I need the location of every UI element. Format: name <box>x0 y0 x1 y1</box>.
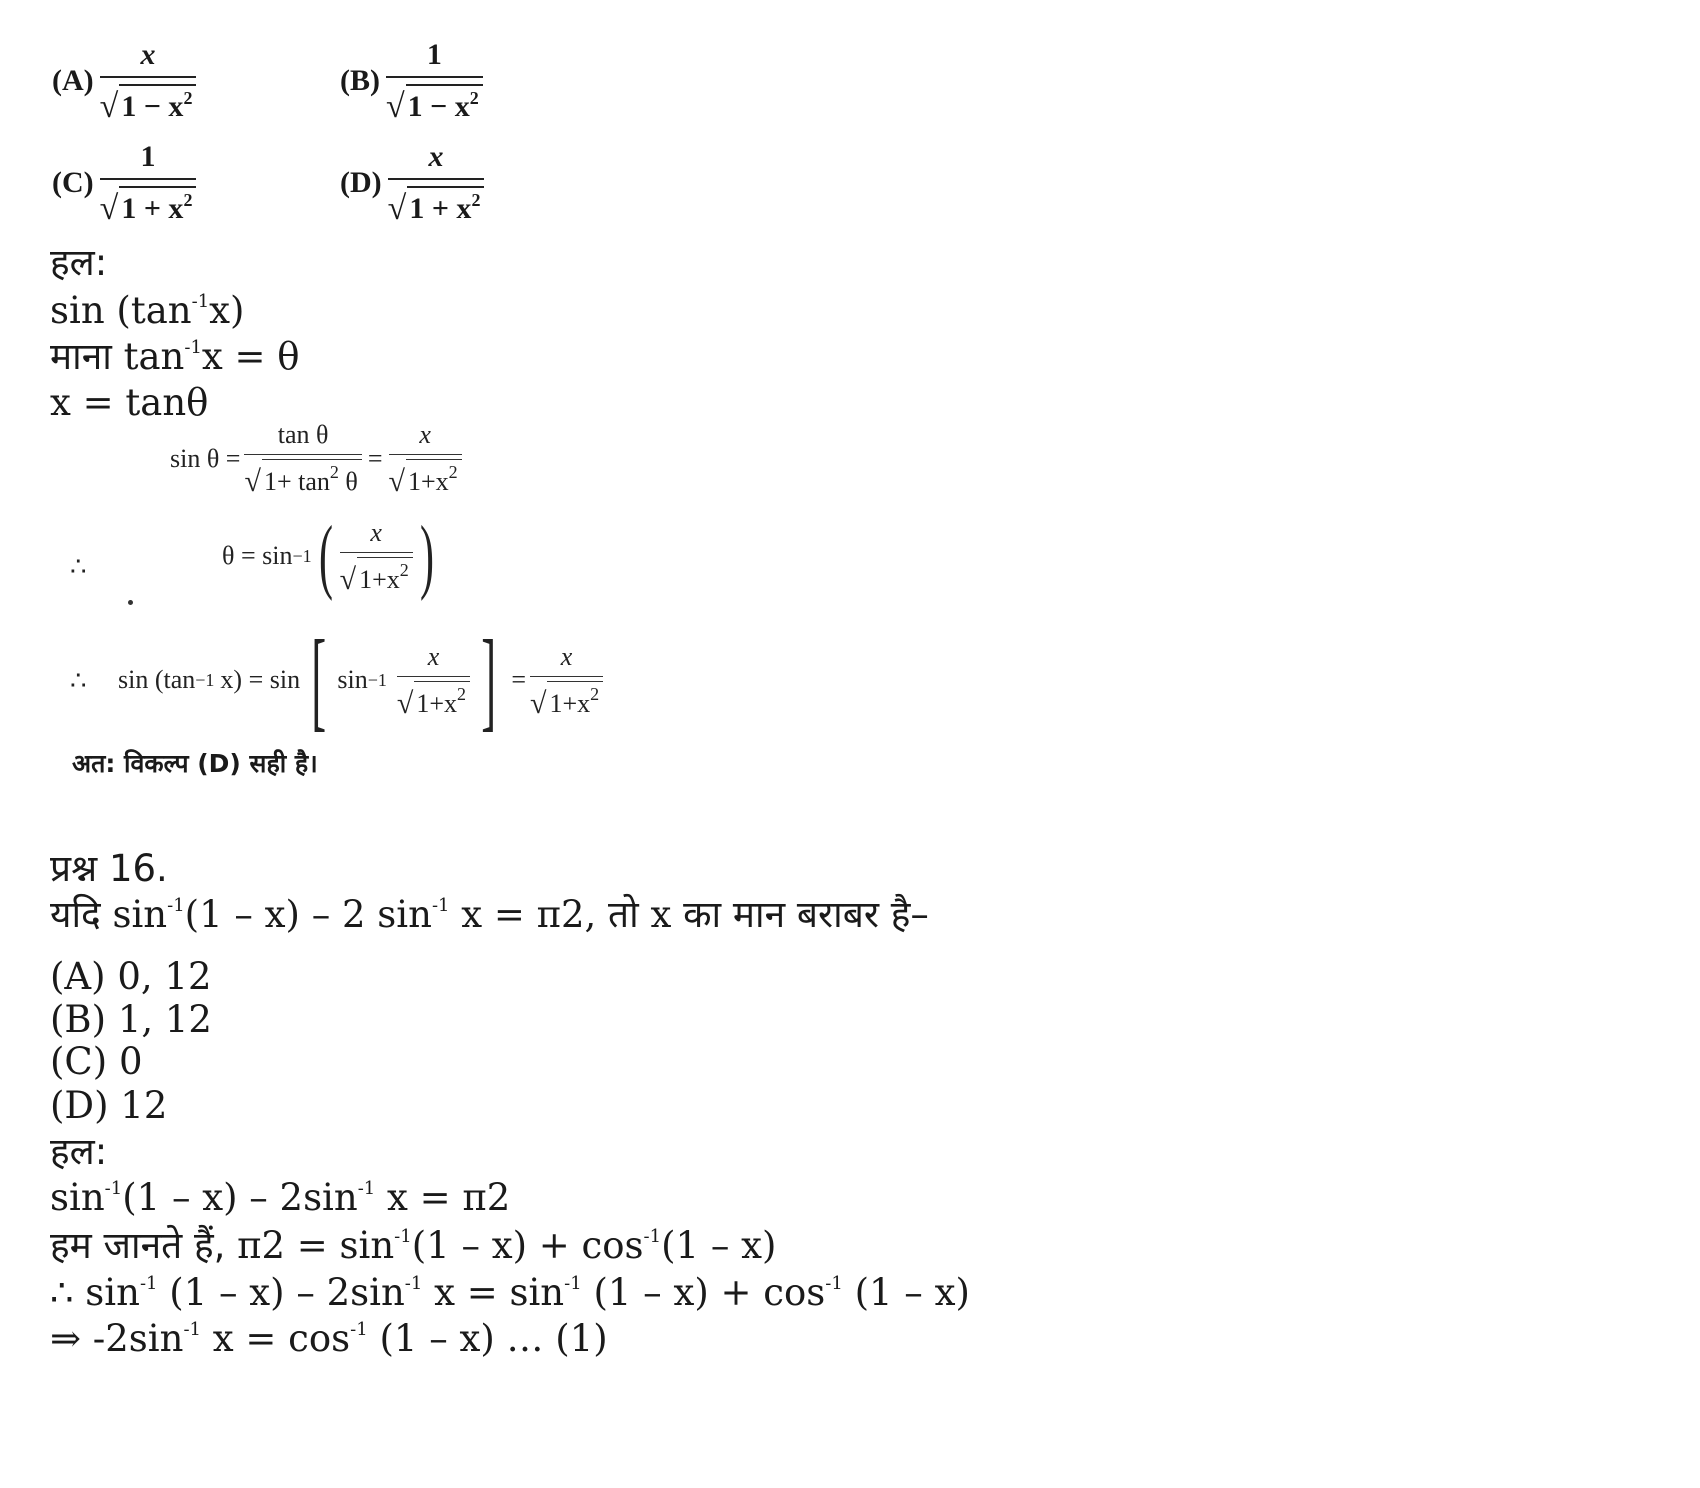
superscript: -1 <box>139 1273 158 1294</box>
option-c <box>52 140 196 226</box>
superscript: -1 <box>104 1178 123 1199</box>
expr: (1 – x) <box>661 1224 777 1267</box>
expr: 1+x <box>407 467 449 496</box>
fraction: x √ $1+x^2$ <box>389 420 462 497</box>
equals: = <box>367 443 383 473</box>
superscript: -1 <box>357 1178 376 1199</box>
option-d: (D) 12 <box>50 1084 168 1127</box>
option-d <box>340 140 484 226</box>
square: 2 <box>471 190 481 210</box>
expr: (1 – x) – 2 sin <box>184 893 432 936</box>
numerator: x <box>427 641 440 671</box>
numerator: x <box>370 517 382 547</box>
stray-dot <box>128 600 133 605</box>
expr: sin (tan <box>50 289 192 332</box>
square: 2 <box>183 88 193 108</box>
denominator: 1 − x <box>407 90 470 123</box>
expr: 1+x <box>416 688 458 718</box>
solution-line: x = tanθ <box>50 381 209 424</box>
numerator: x <box>560 641 573 671</box>
square: 2 <box>469 88 479 108</box>
superscript: −1 <box>292 545 312 566</box>
option-b: (B) 1, 12 <box>50 998 212 1041</box>
therefore-symbol: ∴ <box>70 552 87 581</box>
option-fraction: 1 √ $1 + x^2$ <box>100 140 197 226</box>
expr: 1+x <box>549 688 591 718</box>
expr: π2 = sin <box>225 1224 395 1267</box>
square: 2 <box>457 683 467 704</box>
expr: θ <box>338 467 358 496</box>
expr: (1 – x) <box>842 1271 970 1314</box>
square: 2 <box>590 683 600 704</box>
solution-line <box>50 290 244 333</box>
expr: 1+x <box>359 564 400 594</box>
superscript: −1 <box>367 669 387 690</box>
numerator: x <box>419 420 431 449</box>
expr: sin <box>50 1176 105 1219</box>
superscript: −1 <box>195 669 215 690</box>
expr: sin <box>100 893 168 936</box>
square: 2 <box>399 559 409 580</box>
option-fraction: 1 √ $1 - x^2$ <box>386 38 483 124</box>
solution-line <box>50 1177 510 1220</box>
superscript: -1 <box>431 895 450 916</box>
solution-line <box>50 1225 776 1268</box>
expr: (1 – x) … (1) <box>367 1317 608 1360</box>
solution-heading: हल: <box>50 1130 108 1173</box>
expr: x <box>638 893 684 936</box>
expr: x = θ <box>201 335 300 378</box>
superscript: -1 <box>350 1319 368 1340</box>
right-paren: ) <box>419 509 434 602</box>
denominator: 1 + x <box>121 192 184 225</box>
numerator: 1 <box>426 38 442 71</box>
option-a <box>52 38 196 124</box>
expr: sin <box>337 665 368 694</box>
option-b <box>340 38 483 124</box>
option-fraction: x √ $1 - x^2$ <box>100 38 197 124</box>
superscript: -1 <box>183 1319 202 1340</box>
expr: x) = sin <box>220 665 301 694</box>
expr: x = cos <box>201 1317 351 1360</box>
right-bracket: ] <box>481 618 497 742</box>
solution-line <box>50 1318 608 1361</box>
numerator: tan θ <box>277 420 329 449</box>
expr: ∴ sin <box>50 1271 140 1314</box>
superscript: -1 <box>167 895 185 916</box>
expr: sin (tan <box>118 665 196 694</box>
expr: ⇒ -2sin <box>50 1317 184 1360</box>
superscript: -1 <box>184 337 202 358</box>
superscript: -1 <box>564 1273 582 1294</box>
therefore-symbol: ∴ <box>70 666 87 695</box>
expr: (1 – x) – 2sin <box>157 1271 405 1314</box>
square: 2 <box>448 462 458 482</box>
superscript: -1 <box>404 1273 423 1294</box>
expr: tan <box>111 335 185 378</box>
expr: (1 – x) – 2sin <box>122 1176 358 1219</box>
word: हम जानते हैं, <box>50 1224 226 1267</box>
label: प्रश्न 16. <box>50 847 168 890</box>
word: तो <box>608 893 639 936</box>
scan-sin-theta-eq <box>170 420 462 497</box>
option-c: (C) 0 <box>50 1040 143 1083</box>
equals: = <box>511 665 526 694</box>
option-label: (C) <box>52 166 94 199</box>
square: 2 <box>329 462 339 482</box>
fraction: tan θ √ $1+ \tan^2 \theta$ <box>244 420 361 497</box>
scan-final-eq <box>118 618 603 742</box>
expr: x = π2 <box>375 1176 511 1219</box>
option-label: (B) <box>340 64 380 97</box>
left-paren: ( <box>318 509 333 602</box>
solution-line <box>50 336 300 379</box>
solution-line <box>50 1272 970 1315</box>
expr: sin θ = <box>170 443 241 473</box>
question-label <box>50 848 168 891</box>
expr: x) <box>209 289 245 332</box>
left-bracket: [ <box>311 618 327 742</box>
question-text <box>50 894 929 937</box>
numerator: 1 <box>140 140 156 173</box>
numerator: x <box>428 140 444 173</box>
expr: θ = sin <box>222 541 293 570</box>
expr: 1+ tan <box>263 467 330 496</box>
superscript: -1 <box>825 1273 843 1294</box>
expr: x = π2, <box>449 893 609 936</box>
word: यदि <box>50 893 101 936</box>
option-a: (A) 0, 12 <box>50 955 212 998</box>
option-label: (D) <box>340 166 382 199</box>
scan-theta-eq <box>222 509 441 602</box>
numerator: x <box>140 38 156 71</box>
expr: (1 – x) + cos <box>411 1224 644 1267</box>
denominator: 1 − x <box>121 90 184 123</box>
square: 2 <box>183 190 193 210</box>
expr: x = sin <box>422 1271 565 1314</box>
superscript: -1 <box>191 291 210 312</box>
word: माना <box>50 335 112 378</box>
fraction: x √ $1+x^2$ <box>340 518 413 595</box>
word: का मान बराबर है– <box>683 893 929 936</box>
option-fraction: x √ $1 + x^2$ <box>388 140 485 226</box>
answer-statement: अत: विकल्प (D) सही है। <box>72 749 318 778</box>
denominator: 1 + x <box>409 192 472 225</box>
fraction: x √ $1+x^2$ <box>530 642 603 719</box>
option-label: (A) <box>52 64 94 97</box>
superscript: -1 <box>643 1226 662 1247</box>
expr: (1 – x) + cos <box>581 1271 826 1314</box>
solution-heading: हल: <box>50 241 108 284</box>
superscript: -1 <box>394 1226 412 1247</box>
fraction: x √ $1+x^2$ <box>397 642 470 719</box>
